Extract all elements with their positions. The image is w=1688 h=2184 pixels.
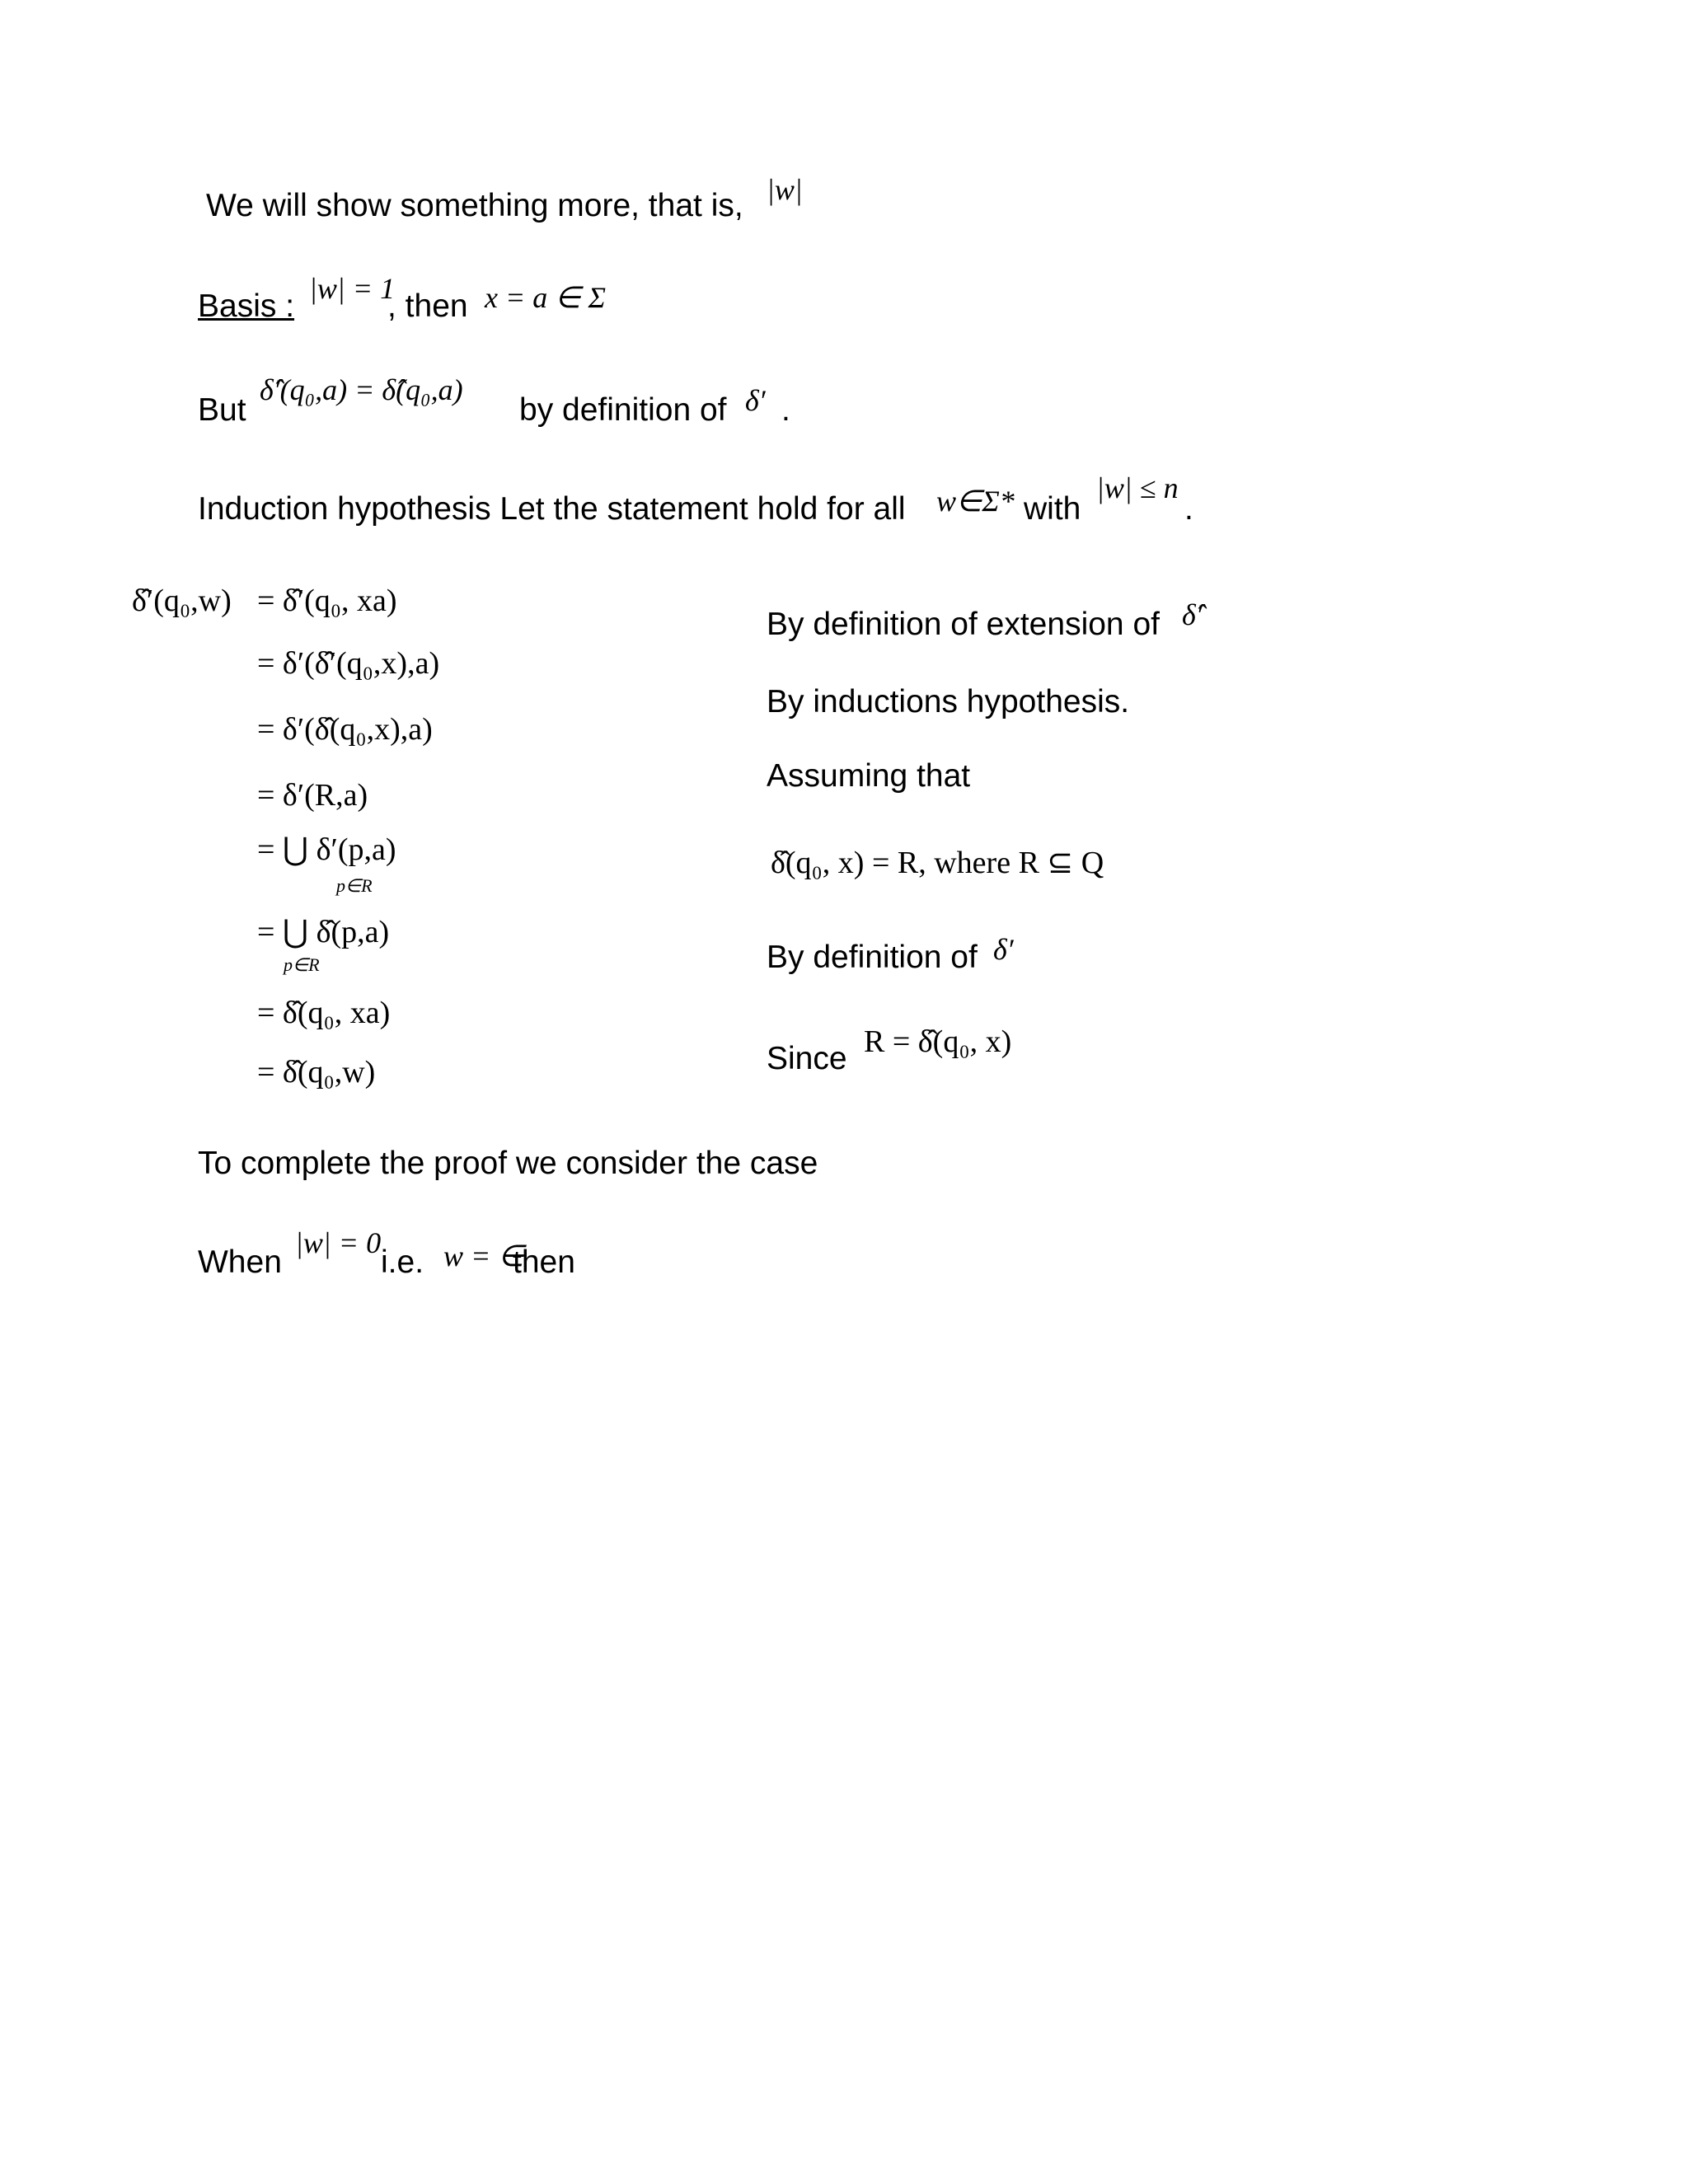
- derivation-line-6: = ⋃ δ̂(p,a): [257, 915, 390, 949]
- reason-4-math: δ̂(q₀, x) = R, where R ⊆ Q: [771, 846, 1104, 880]
- derivation-line-3: = δ′(δ̂(q₀,x),a): [257, 712, 433, 747]
- derivation-line-7: = δ̂(q₀, xa): [257, 996, 391, 1030]
- reason-6: Since: [767, 1041, 847, 1076]
- derivation-lhs: δ̂′(q₀,w): [132, 583, 232, 618]
- derivation-line-8: = δ̂(q₀,w): [257, 1055, 376, 1090]
- reason-5-math: δ′: [993, 933, 1014, 966]
- when-pre: When: [198, 1244, 282, 1280]
- basis-mid: , then: [387, 288, 468, 324]
- induction-mid: with: [1024, 491, 1081, 527]
- when-end: then: [513, 1244, 575, 1280]
- reason-1: By definition of extension of: [767, 607, 1160, 642]
- induction-math2: |w| ≤ n: [1096, 471, 1179, 504]
- reason-1-math: δ̂′: [1182, 598, 1203, 631]
- basis-math2: x = a ∈ Σ: [485, 281, 607, 314]
- induction-pre: Induction hypothesis Let the statement hold for all: [198, 491, 906, 527]
- induction-end: .: [1184, 491, 1193, 527]
- basis-math1: |w| = 1: [309, 272, 396, 305]
- but-pre: But: [198, 392, 246, 428]
- derivation-line-1: = δ̂′(q₀, xa): [257, 583, 397, 618]
- derivation-line-2: = δ′(δ̂′(q₀,x),a): [257, 646, 440, 681]
- when-mid: i.e.: [381, 1244, 424, 1280]
- when-math1: |w| = 0: [295, 1226, 382, 1259]
- derivation-line-5: = ⋃ δ′(p,a): [257, 832, 396, 867]
- but-math2: δ′: [745, 384, 766, 417]
- complete-text: To complete the proof we consider the case: [198, 1146, 818, 1181]
- reason-6-math: R = δ̂(q₀, x): [864, 1024, 1012, 1059]
- reason-2: By inductions hypothesis.: [767, 684, 1130, 719]
- but-post: by definition of: [519, 392, 727, 428]
- reason-5: By definition of: [767, 940, 978, 975]
- but-math: δ̂′(q₀,a) = δ̂(q₀,a): [260, 373, 463, 406]
- union-subscript-1: p∈R: [336, 875, 373, 896]
- when-math2: w = ∈: [443, 1240, 524, 1272]
- derivation-line-4: = δ′(R,a): [257, 778, 368, 813]
- union-subscript-2: p∈R: [284, 954, 320, 975]
- but-end: .: [781, 392, 790, 428]
- reason-3: Assuming that: [767, 758, 971, 794]
- induction-math1: w∈Σ*: [936, 485, 1015, 518]
- basis-label: Basis :: [198, 288, 295, 324]
- intro-text: We will show something more, that is,: [206, 188, 743, 223]
- abs-w-math: |w|: [767, 173, 803, 206]
